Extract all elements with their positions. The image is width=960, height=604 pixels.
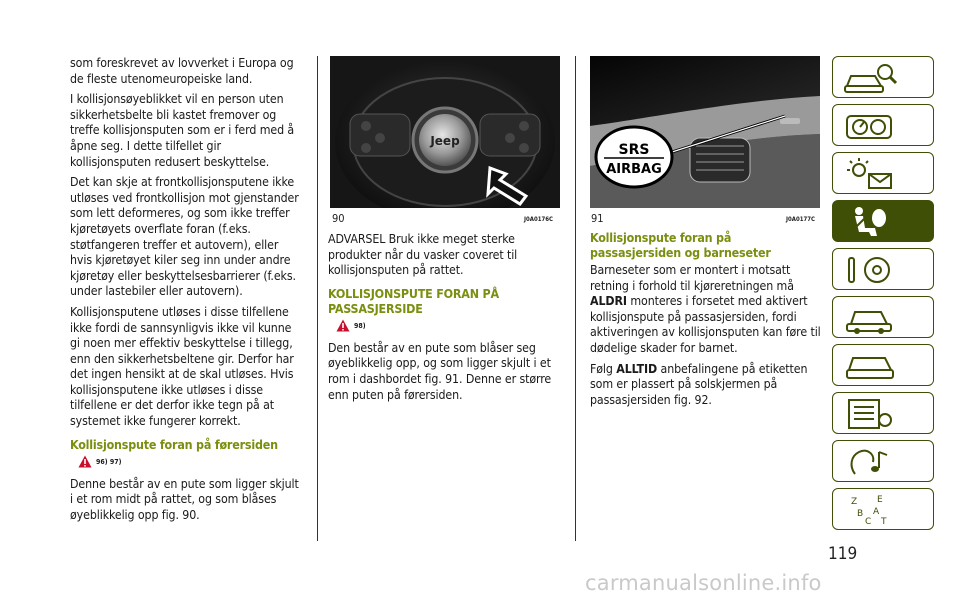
dashboard-illustration [590, 56, 820, 208]
sidebar-tab-emergency[interactable] [832, 296, 934, 338]
figure-dashboard-srs-airbag [590, 56, 820, 208]
sidebar-tab-technical-specifications[interactable] [832, 392, 934, 434]
car-service-icon [841, 348, 901, 384]
warning-reference[interactable] [336, 319, 560, 337]
paragraph: Følg ALLTID anbefalingene på etiketten som er plassert på solskjermen på passasjersiden fig. 92. [590, 361, 808, 407]
sidebar-tab-warning-lights[interactable] [832, 152, 934, 194]
specifications-list-icon [841, 396, 901, 432]
warning-refs: 98) [354, 321, 366, 330]
watermark: carmanualsonline.info [585, 571, 822, 595]
column-divider [317, 56, 318, 541]
emphasis-never: ALDRI [590, 294, 627, 309]
warning-refs: 96) 97) [96, 457, 122, 466]
figure-steering-wheel-airbag [330, 56, 560, 208]
jeep-logo: Jeep [430, 134, 460, 148]
figure-number: 91 [591, 212, 604, 225]
paragraph: som foreskrevet av lovverket i Europa og de fleste utenomeuropeiske land. [70, 56, 294, 86]
sun-envelope-icon [841, 156, 901, 192]
wrench-steering-wheel-icon [841, 252, 901, 288]
svg-text:A: A [873, 507, 880, 517]
svg-text:C: C [865, 517, 872, 527]
warning-triangle-icon [78, 455, 92, 468]
sidebar-tab-starting-driving[interactable] [832, 248, 934, 290]
multimedia-music-icon [841, 444, 901, 480]
svg-text:T: T [881, 517, 887, 527]
sidebar-tab-instrument-panel[interactable] [832, 104, 934, 146]
text-column-right [590, 230, 822, 413]
emphasis-always: ALLTID [616, 361, 658, 376]
paragraph: I kollisjonsøyeblikket vil en person uten sikkerhetsbelte bli kastet fremover og treffe kollisjonsputen som er i ferd med å åpne seg. I dette tilfellet gir kollisjonsputen redusert beskyttelse. [70, 92, 295, 169]
text-column-middle [328, 232, 560, 408]
paragraph: Denne består av en pute som ligger skjult i et rom midt på rattet, og som blåses øyeblikkelig opp fig. 90. [70, 476, 299, 522]
sidebar-tab-maintenance[interactable] [832, 344, 934, 386]
svg-text:E: E [877, 495, 883, 505]
sidebar-tab-index[interactable] [832, 488, 934, 530]
warning-triangle-icon [336, 319, 350, 332]
paragraph: Kollisjonsputene utløses i disse tilfellene ikke fordi de sannsynligvis ikke vil kunne gi noen mer effektiv beskyttelse i tillegg, enn den sikkerhetsbeltene gir. Derfor har det ingen hensikt at de skal utløses. Hvis kollisjonsputene ikke utløses i disse tilfellene er det derfor ikke tegn på at systemet ikke fungerer korrekt. [70, 304, 294, 429]
paragraph: Barneseter som er montert i motsatt retning i forhold til kjøreretningen må ALDRI monteres i forsetet med aktivert kollisjonspute på passasjersiden, fordi aktiveringen av kollisjonsputen kan føre til dødelige skader for barnet. [590, 263, 821, 355]
srs-label: SRS [618, 142, 650, 158]
sidebar-tab-safety[interactable] [832, 200, 934, 242]
warning-reference[interactable] [78, 455, 302, 473]
paragraph: Den består av en pute som blåser seg øyeblikkelig opp, og som ligger skjult i et rom i dashbordet fig. 91. Denne er større enn puten på førersiden. [328, 340, 552, 402]
steering-wheel-illustration [330, 56, 560, 208]
paragraph: Det kan skje at frontkollisjonsputene ikke utløses ved frontkollisjon mot gjenstander som lett deformeres, og som ikke treffer kjøretøyets overflate foran (f.eks. støtfangeren treffer et autovern), eller hvis kjøretøyet kiler seg inn under andre kjøretøy eller beskyttelsesbarrierer (f.eks. under lastebiler eller autovern). [70, 175, 299, 299]
car-breakdown-icon [841, 300, 901, 336]
svg-text:Z: Z [851, 497, 858, 507]
section-heading-passenger-airbag: KOLLISJONSPUTE FORAN PÅ PASSASJERSIDE [328, 285, 499, 316]
page-number: 119 [828, 544, 858, 564]
paragraph: ADVARSEL Bruk ikke meget sterke produkter når du vasker coveret til kollisjonsputen på rattet. [328, 232, 518, 278]
car-magnifier-icon [841, 60, 901, 96]
section-heading-passenger-airbag-child-seats: Kollisjonspute foran på passasjersiden og barneseter [590, 230, 771, 260]
sidebar-tab-knowing-your-car[interactable] [832, 56, 934, 98]
figure-number: 90 [332, 212, 345, 225]
svg-text:B: B [857, 509, 864, 519]
column-divider [575, 56, 576, 541]
seated-person-airbag-icon [841, 204, 901, 240]
sidebar-tab-multimedia[interactable] [832, 440, 934, 482]
figure-code: J0A0176C [524, 216, 553, 223]
dashboard-gauge-icon [841, 108, 901, 144]
alphabetical-index-icon [841, 492, 901, 528]
airbag-label: AIRBAG [606, 162, 662, 177]
figure-code: J0A0177C [786, 216, 815, 223]
text-column-left [70, 56, 302, 528]
section-heading-driver-airbag: Kollisjonspute foran på førersiden [70, 436, 278, 452]
